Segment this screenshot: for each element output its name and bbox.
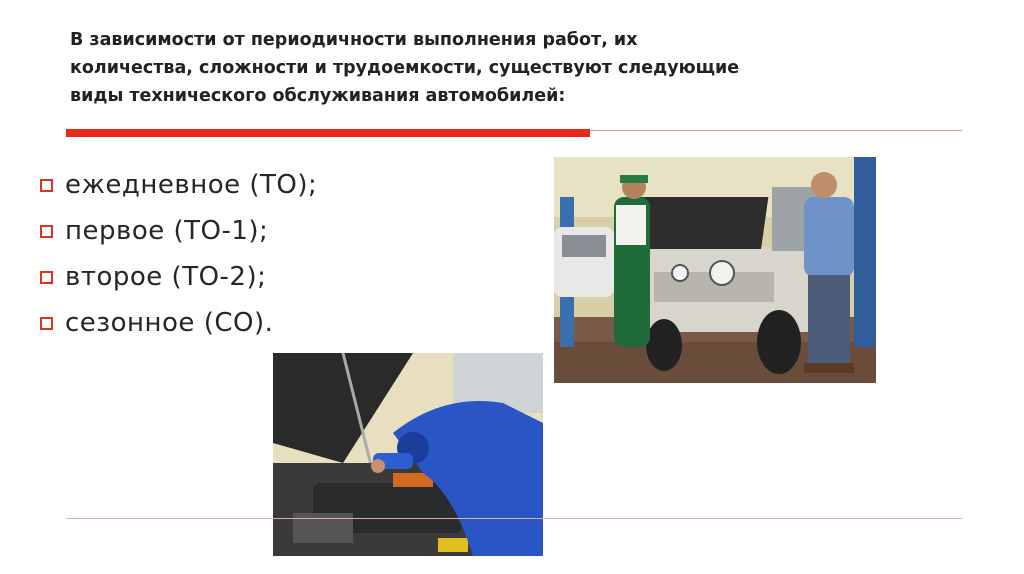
list-item-label: второе (ТО-2);: [65, 262, 267, 292]
list-item: [40, 162, 317, 208]
list-item: [40, 254, 317, 300]
checkbox-bullet-icon: [40, 271, 53, 284]
divider-bottom: [66, 518, 962, 519]
checkbox-bullet-icon: [40, 179, 53, 192]
slide-title: В зависимости от периодичности выполнения работ, их количества, сложности и трудоемкости, существуют следующие виды технического обслуживания автомобилей:: [70, 30, 740, 106]
list-item-label: ежедневное (ТО);: [65, 170, 318, 200]
checkbox-bullet-icon: [40, 317, 53, 330]
list-item: [40, 300, 317, 346]
maintenance-types-list: [40, 162, 317, 346]
list-item: [40, 208, 317, 254]
photo-mechanic-engine-bay: [273, 353, 543, 556]
checkbox-bullet-icon: [40, 225, 53, 238]
divider-accent: [66, 129, 590, 137]
list-item-label: сезонное (СО).: [65, 308, 274, 338]
list-item-label: первое (ТО-1);: [65, 216, 269, 246]
photo-mechanics-uaz: [554, 157, 876, 383]
